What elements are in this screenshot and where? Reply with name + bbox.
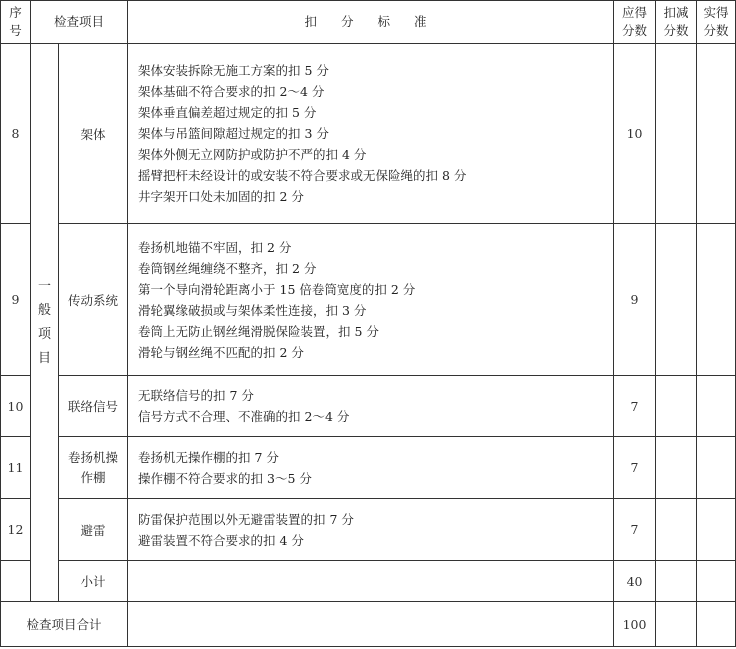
row-deducted-score-cell: [656, 499, 697, 561]
row-actual-score-cell: [697, 224, 736, 376]
header-row: [1, 1, 736, 44]
subtotal-due-score: 40: [614, 561, 656, 602]
row-seq: 8: [1, 44, 31, 224]
header-deducted-score: 扣减 分数: [656, 1, 697, 44]
total-label: 检查项目合计: [1, 602, 128, 647]
row-item: 架体: [59, 44, 128, 224]
row-due-score: 9: [614, 224, 656, 376]
category-general-items: 一 般 项 目: [31, 44, 59, 602]
standard-line: 避雷装置不符合要求的扣 4 分: [138, 532, 304, 548]
row-actual-score-cell: [697, 437, 736, 499]
row-deducted-score-cell: [656, 376, 697, 437]
standard-line: 卷筒上无防止钢丝绳滑脱保险装置，扣 5 分: [138, 323, 379, 339]
row-seq: 9: [1, 224, 31, 376]
row-deducted-score-cell: [656, 44, 697, 224]
header-item: 检查项目: [31, 1, 128, 44]
subtotal-deducted-cell: [656, 561, 697, 602]
row-item: 避雷: [59, 499, 128, 561]
header-due-score: 应得 分数: [614, 1, 656, 44]
standard-line: 井字架开口处未加固的扣 2 分: [138, 189, 304, 204]
total-actual-cell: [697, 602, 736, 647]
row-item: 卷扬机操 作棚: [59, 437, 128, 499]
standard-line: 架体外侧无立网防护或防护不严的扣 4 分: [138, 147, 367, 162]
total-due-score: 100: [614, 602, 656, 647]
row-deducted-score-cell: [656, 437, 697, 499]
standard-line: 卷筒钢丝绳缠绕不整齐，扣 2 分: [138, 260, 317, 276]
subtotal-label: 小计: [59, 561, 128, 602]
row-seq: 10: [1, 376, 31, 437]
header-actual-score: 实得 分数: [697, 1, 736, 44]
standard-line: 架体与吊篮间隙超过规定的扣 3 分: [138, 126, 329, 141]
standard-line: 第一个导向滑轮距离小于 15 倍卷筒宽度的扣 2 分: [138, 281, 416, 297]
row-seq: 12: [1, 499, 31, 561]
header-standard: 扣 分 标 准: [128, 1, 614, 44]
standard-line: 信号方式不合理、不准确的扣 2～4 分: [138, 409, 350, 424]
standard-line: 操作棚不符合要求的扣 3～5 分: [138, 470, 312, 486]
row-due-score: 7: [614, 437, 656, 499]
row-seq: 11: [1, 437, 31, 499]
row-standards: [128, 376, 614, 437]
subtotal-row: [1, 561, 736, 602]
row-standards: [128, 44, 614, 224]
standard-line: 滑轮翼缘破损或与架体柔性连接，扣 3 分: [138, 302, 367, 318]
standard-line: 架体基础不符合要求的扣 2～4 分: [138, 84, 325, 99]
row-actual-score-cell: [697, 499, 736, 561]
standard-line: 架体垂直偏差超过规定的扣 5 分: [138, 105, 317, 120]
standard-line: 防雷保护范围以外无避雷装置的扣 7 分: [138, 511, 354, 527]
row-standards: [128, 437, 614, 499]
row-deducted-score-cell: [656, 224, 697, 376]
row-standards: [128, 224, 614, 376]
total-deducted-cell: [656, 602, 697, 647]
standard-line: 滑轮与钢丝绳不匹配的扣 2 分: [138, 344, 304, 360]
row-actual-score-cell: [697, 44, 736, 224]
standard-line: 卷扬机无操作棚的扣 7 分: [138, 449, 279, 465]
table-row: [1, 224, 736, 376]
standard-line: 架体安装拆除无施工方案的扣 5 分: [138, 63, 329, 78]
table-row: [1, 437, 736, 499]
row-due-score: 7: [614, 376, 656, 437]
total-standard-cell: [128, 602, 614, 647]
subtotal-actual-cell: [697, 561, 736, 602]
table-row: [1, 376, 736, 437]
row-item: 传动系统: [59, 224, 128, 376]
row-due-score: 10: [614, 44, 656, 224]
standard-line: 无联络信号的扣 7 分: [138, 388, 254, 403]
subtotal-seq-cell: [1, 561, 31, 602]
table-row: [1, 499, 736, 561]
standard-line: 卷扬机地锚不牢固，扣 2 分: [138, 239, 292, 255]
header-seq: 序 号: [1, 1, 31, 44]
row-actual-score-cell: [697, 376, 736, 437]
standard-line: 摇臂把杆未经设计的或安装不符合要求或无保险绳的扣 8 分: [138, 168, 467, 183]
row-standards: [128, 499, 614, 561]
row-due-score: 7: [614, 499, 656, 561]
total-row: [1, 602, 736, 647]
row-item: 联络信号: [59, 376, 128, 437]
table-row: [1, 44, 736, 224]
subtotal-standard-cell: [128, 561, 614, 602]
